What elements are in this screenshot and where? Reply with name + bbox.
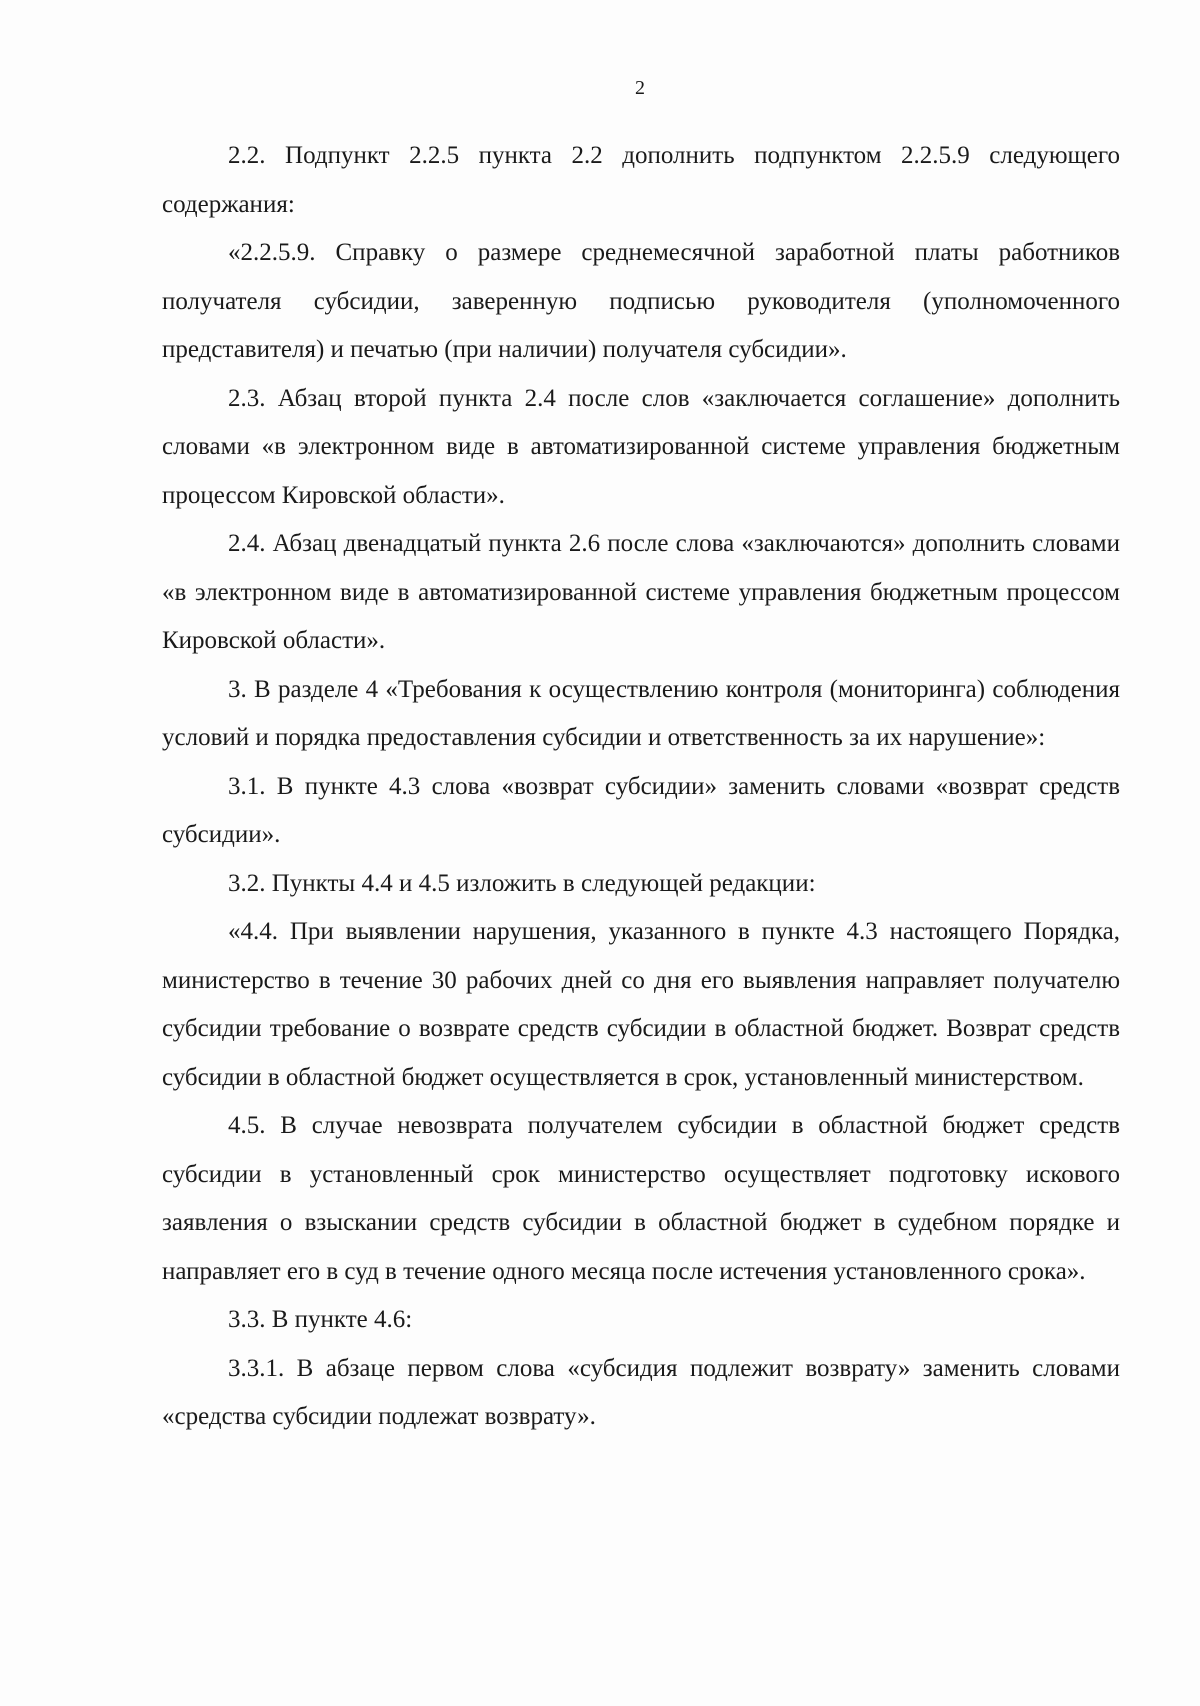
paragraph-2-2-5-9: «2.2.5.9. Справку о размере среднемесячной заработной платы работников получателя субсидии, заверенную подписью руководителя (уполномоченного представителя) и печатью (при наличии) получателя субсидии». [162,239,1120,363]
paragraph-3-3-1: 3.3.1. В абзаце первом слова «субсидия подлежит возврату» заменить словами «средства субсидии подлежат возврату». [162,1354,1120,1430]
paragraph-3-3: 3.3. В пункте 4.6: [228,1306,413,1333]
paragraph-4-5: 4.5. В случае невозврата получателем субсидии в областной бюджет средств субсидии в установленный срок министерство осуществляет подготовку искового заявления о взыскании средств субсидии в областной бюджет в судебном порядке и направляет его в суд в течение одного месяца после истечения установленного срока». [162,1112,1120,1285]
paragraph-2-4: 2.4. Абзац двенадцатый пункта 2.6 после слова «заключаются» дополнить словами «в электронном виде в автоматизированной системе управления бюджетным процессом Кировской области». [162,530,1120,654]
paragraph-2-3: 2.3. Абзац второй пункта 2.4 после слов «заключается соглашение» дополнить словами «в электронном виде в автоматизированной системе управления бюджетным процессом Кировской области». [162,384,1120,509]
paragraph-4-4: «4.4. При выявлении нарушения, указанного в пункте 4.3 настоящего Порядка, министерство в течение 30 рабочих дней со дня его выявления направляет получателю субсидии требование о возврате средств субсидии в областной бюджет. Возврат средств субсидии в областной бюджет осуществляется в срок, установленный министерством. [162,918,1120,1091]
document-body [162,132,1120,1442]
paragraph-3-2: 3.2. Пункты 4.4 и 4.5 изложить в следующей редакции: [228,869,816,897]
paragraph-3: 3. В разделе 4 «Требования к осуществлению контроля (мониторинга) соблюдения условий и порядка предоставления субсидии и ответственность за их нарушение»: [162,675,1120,751]
page-number: 2 [635,77,645,99]
paragraph-2-2: 2.2. Подпункт 2.2.5 пункта 2.2 дополнить подпунктом 2.2.5.9 следующего содержания: [162,142,1120,218]
paragraph-3-1: 3.1. В пункте 4.3 слова «возврат субсидии» заменить словами «возврат средств субсидии». [162,772,1120,848]
